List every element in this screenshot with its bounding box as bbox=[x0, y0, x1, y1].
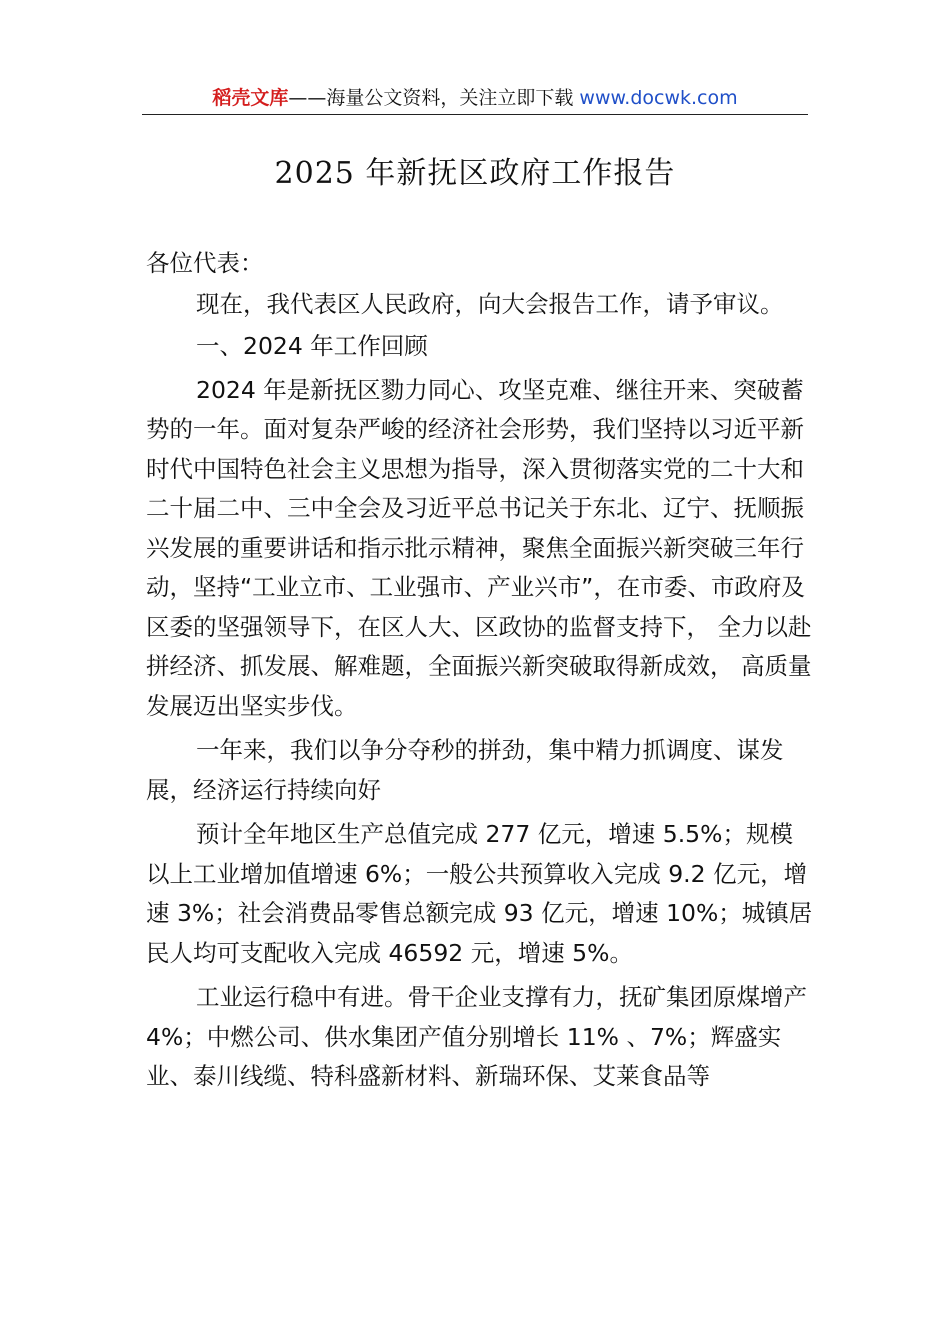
header-url-link[interactable]: www.docwk.com bbox=[579, 87, 738, 109]
brand-name: 稻壳文库 bbox=[212, 87, 289, 109]
header-tagline: ——海量公文资料，关注立即下载 bbox=[288, 87, 580, 109]
header-divider bbox=[142, 114, 808, 115]
section-heading: 一、2024 年工作回顾 bbox=[196, 332, 428, 360]
paragraph: 一年来，我们以争分夺秒的拼劲，集中精力抓调度、谋发展，经济运行持续向好 bbox=[146, 736, 784, 804]
paragraph: 现在，我代表区人民政府，向大会报告工作，请予审议。 bbox=[196, 289, 784, 318]
document-body bbox=[146, 244, 816, 1097]
watermark-header bbox=[142, 84, 808, 114]
document-title: 2025 年新抚区政府工作报告 bbox=[274, 156, 676, 191]
paragraph: 2024 年是新抚区勠力同心、攻坚克难、继往开来、突破蓄势的一年。面对复杂严峻的经济社会形势，我们坚持以习近平新时代中国特色社会主义思想为指导，深入贯彻落实党的二十大和二十届二中、三中全会及习近平总书记关于东北、辽宁、抚顺振兴发展的重要讲话和指示批示精神，聚焦全面振兴新突破三年行动，坚持“工业立市、工业强市、产业兴市”，在市委、市政府及区委的坚强领导下，在区人大、区政协的监督支持下， 全力以赴拼经济、抓发展、解难题，全面振兴新突破取得新成效， 高质量发展迈出坚实步伐。 bbox=[146, 375, 812, 720]
greeting: 各位代表： bbox=[146, 249, 264, 277]
paragraph: 预计全年地区生产总值完成 277 亿元，增速 5.5%；规模以上工业增加值增速 6%；一般公共预算收入完成 9.2 亿元，增速 3%；社会消费品零售总额完成 93 亿元，增速 10%；城镇居民人均可支配收入完成 46592 元，增速 5%。 bbox=[146, 820, 813, 967]
paragraph: 工业运行稳中有进。骨干企业支撑有力，抚矿集团原煤增产 4%；中燃公司、供水集团产值分别增长 11% 、7%；辉盛实业、泰川线缆、特科盛新材料、新瑞环保、艾莱食品等 bbox=[146, 983, 807, 1090]
